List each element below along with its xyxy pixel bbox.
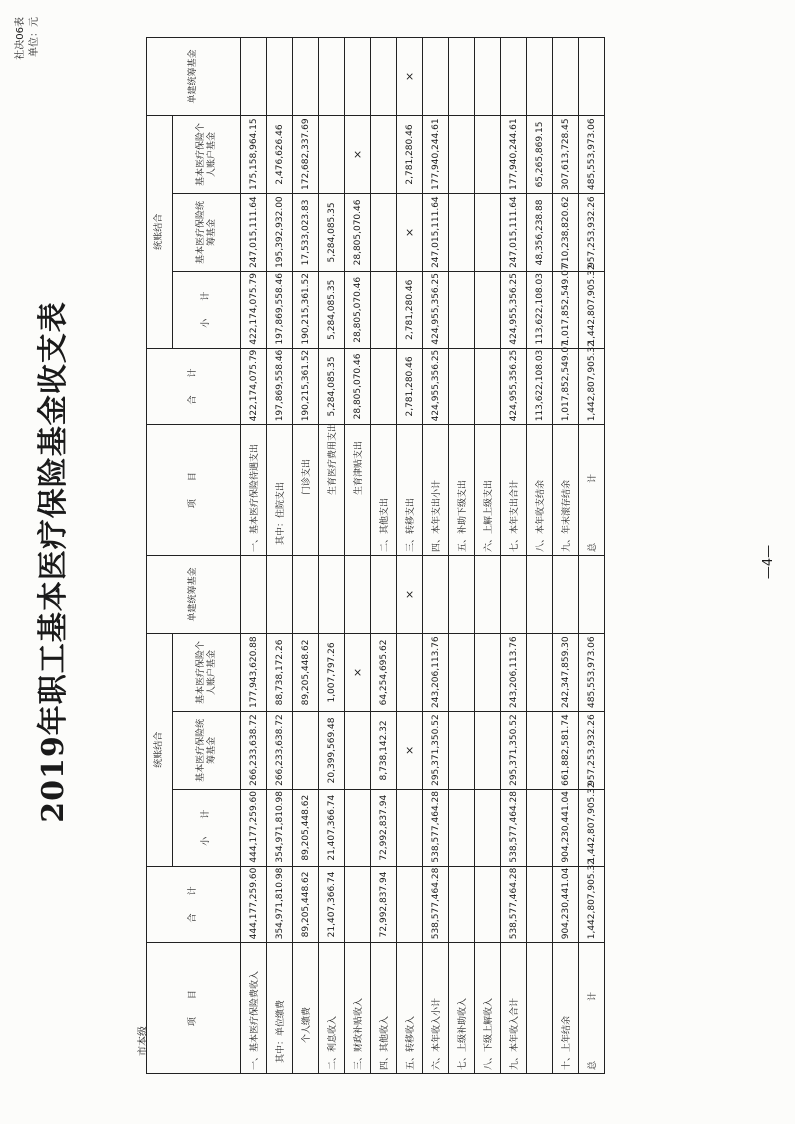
income-personal-cell [449, 633, 475, 711]
expense-single-cell [423, 38, 449, 116]
income-total-cell: 354,971,810.98 [267, 866, 293, 943]
expense-total-cell: 422,174,075.79 [241, 348, 267, 425]
expense-subtotal-cell: 424,955,356.25 [501, 271, 527, 348]
expense-personal-cell: 485,553,973.06 [579, 116, 605, 194]
income-total-cell: 89,205,448.62 [293, 866, 319, 943]
expense-pool-cell: 48,356,238.88 [527, 193, 553, 271]
table-row [293, 38, 319, 1074]
income-total-cell: 538,577,464.28 [501, 866, 527, 943]
expense-single-cell [267, 38, 293, 116]
income-total-cell: 538,577,464.28 [423, 866, 449, 943]
expense-integrated-header: 统账结合 [147, 116, 173, 349]
expense-total-cell: 197,869,558.46 [267, 348, 293, 425]
income-single-header: 单建统筹基金 [147, 556, 241, 634]
table-row [475, 38, 501, 1074]
table-row [397, 38, 423, 1074]
expense-item-label: 四、本年支出小计 [423, 425, 449, 556]
income-subtotal-cell: 904,230,441.04 [553, 789, 579, 866]
expense-pool-cell: 247,015,111.64 [501, 193, 527, 271]
income-personal-cell: 89,205,448.62 [293, 633, 319, 711]
expense-pool-cell: × [397, 193, 423, 271]
income-pool-cell: 295,371,350.52 [501, 711, 527, 789]
table-row [449, 38, 475, 1074]
expense-item-label: 生育津贴支出 [345, 425, 371, 556]
income-single-cell [241, 556, 267, 634]
expense-total-header: 合 计 [147, 348, 241, 425]
income-personal-cell: 243,206,113.76 [423, 633, 449, 711]
expense-single-cell [371, 38, 397, 116]
income-pool-cell [527, 711, 553, 789]
income-pool-cell [449, 711, 475, 789]
income-total-header: 合 计 [147, 866, 241, 943]
expense-total-cell: 424,955,356.25 [501, 348, 527, 425]
expense-subtotal-header: 小 计 [173, 271, 241, 348]
expense-subtotal-cell [475, 271, 501, 348]
expense-total-cell: 424,955,356.25 [423, 348, 449, 425]
expense-personal-cell: × [345, 116, 371, 194]
income-personal-header: 基本医疗保险个人账户基金 [173, 633, 241, 711]
expense-personal-header: 基本医疗保险个人账户基金 [173, 116, 241, 194]
income-item-label: 四、其他收入 [371, 943, 397, 1074]
expense-subtotal-cell: 28,805,070.46 [345, 271, 371, 348]
income-pool-cell: 20,399,569.48 [319, 711, 345, 789]
income-single-cell [449, 556, 475, 634]
expense-pool-cell: 28,805,070.46 [345, 193, 371, 271]
expense-single-cell [501, 38, 527, 116]
expense-subtotal-cell [371, 271, 397, 348]
income-personal-cell: 485,553,973.06 [579, 633, 605, 711]
expense-subtotal-cell: 1,017,852,549.07 [553, 271, 579, 348]
income-personal-cell: 243,206,113.76 [501, 633, 527, 711]
income-subtotal-cell: 1,442,807,905.32 [579, 789, 605, 866]
unit-label: 单位：元 [29, 17, 40, 57]
expense-total-cell: 2,781,280.46 [397, 348, 423, 425]
expense-subtotal-cell: 422,174,075.79 [241, 271, 267, 348]
income-item-label: 七、上级补助收入 [449, 943, 475, 1074]
income-item-label: 五、转移收入 [397, 943, 423, 1074]
table-row [579, 38, 605, 1074]
income-total-cell: 21,407,366.74 [319, 866, 345, 943]
table-row [371, 38, 397, 1074]
expense-total-cell: 5,284,085.35 [319, 348, 345, 425]
income-personal-cell: 88,738,172.26 [267, 633, 293, 711]
expense-item-label: 总 计 [579, 425, 605, 556]
income-pool-header: 基本医疗保险统筹基金 [173, 711, 241, 789]
expense-single-cell [241, 38, 267, 116]
expense-personal-cell: 177,940,244.61 [423, 116, 449, 194]
income-personal-cell: 242,347,859.30 [553, 633, 579, 711]
income-item-label: 九、本年收入合计 [501, 943, 527, 1074]
expense-item-label: 二、其他支出 [371, 425, 397, 556]
income-single-cell [553, 556, 579, 634]
expense-item-label: 其中：住院支出 [267, 425, 293, 556]
income-single-cell [579, 556, 605, 634]
admin-level: 市本级 [138, 1026, 149, 1056]
expense-subtotal-cell: 190,215,361.52 [293, 271, 319, 348]
expense-pool-cell [449, 193, 475, 271]
income-pool-cell [475, 711, 501, 789]
income-total-cell [527, 866, 553, 943]
expense-item-label: 七、本年支出合计 [501, 425, 527, 556]
income-total-cell: 72,992,837.94 [371, 866, 397, 943]
expense-item-label: 五、补助下级支出 [449, 425, 475, 556]
expense-subtotal-cell [449, 271, 475, 348]
page-number: —4— [761, 544, 776, 580]
income-single-cell [527, 556, 553, 634]
expense-subtotal-cell: 424,955,356.25 [423, 271, 449, 348]
income-subtotal-cell: 538,577,464.28 [501, 789, 527, 866]
income-item-header: 项 目 [147, 943, 241, 1074]
expense-pool-cell: 710,238,820.62 [553, 193, 579, 271]
expense-total-cell: 1,017,852,549.07 [553, 348, 579, 425]
income-item-label: 八、下级上解收入 [475, 943, 501, 1074]
expense-pool-cell [475, 193, 501, 271]
expense-subtotal-cell: 1,442,807,905.32 [579, 271, 605, 348]
income-item-label: 总 计 [579, 943, 605, 1074]
income-personal-cell [527, 633, 553, 711]
income-subtotal-cell [449, 789, 475, 866]
income-subtotal-cell [397, 789, 423, 866]
income-pool-cell: 8,738,142.32 [371, 711, 397, 789]
expense-total-cell: 190,215,361.52 [293, 348, 319, 425]
expense-single-cell [579, 38, 605, 116]
expense-item-label: 生育医疗费用支出 [319, 425, 345, 556]
income-item-label: 二、利息收入 [319, 943, 345, 1074]
expense-single-cell [527, 38, 553, 116]
expense-single-header: 单建统筹基金 [147, 38, 241, 116]
table-row [501, 38, 527, 1074]
income-total-cell [449, 866, 475, 943]
income-single-cell [345, 556, 371, 634]
expense-personal-cell: 65,265,869.15 [527, 116, 553, 194]
expense-total-cell [449, 348, 475, 425]
income-single-cell [293, 556, 319, 634]
expense-single-cell [345, 38, 371, 116]
income-single-cell: × [397, 556, 423, 634]
expense-pool-cell: 957,253,932.26 [579, 193, 605, 271]
income-item-label: 十、上年结余 [553, 943, 579, 1074]
expense-item-label: 三、转移支出 [397, 425, 423, 556]
income-pool-cell: × [397, 711, 423, 789]
income-pool-cell: 295,371,350.52 [423, 711, 449, 789]
expense-subtotal-cell: 5,284,085.35 [319, 271, 345, 348]
form-info [14, 17, 42, 60]
expense-personal-cell: 307,613,728.45 [553, 116, 579, 194]
income-single-cell [371, 556, 397, 634]
income-subtotal-cell: 354,971,810.98 [267, 789, 293, 866]
income-subtotal-cell: 89,205,448.62 [293, 789, 319, 866]
table-row [423, 38, 449, 1074]
income-subtotal-cell: 538,577,464.28 [423, 789, 449, 866]
income-pool-cell: 266,233,638.72 [267, 711, 293, 789]
expense-personal-cell: 2,476,626.46 [267, 116, 293, 194]
expense-personal-cell [449, 116, 475, 194]
expense-item-label: 八、本年收支结余 [527, 425, 553, 556]
expense-pool-cell: 17,533,023.83 [293, 193, 319, 271]
income-item-label [527, 943, 553, 1074]
income-item-label: 三、财政补贴收入 [345, 943, 371, 1074]
income-personal-cell: 1,007,797.26 [319, 633, 345, 711]
expense-personal-cell: 2,781,280.46 [397, 116, 423, 194]
income-single-cell [319, 556, 345, 634]
income-personal-cell [475, 633, 501, 711]
table-body [241, 38, 605, 1074]
table-row [345, 38, 371, 1074]
income-subtotal-header: 小 计 [173, 789, 241, 866]
income-personal-cell: 64,254,695.62 [371, 633, 397, 711]
income-subtotal-cell: 21,407,366.74 [319, 789, 345, 866]
income-item-label: 一、基本医疗保险费收入 [241, 943, 267, 1074]
expense-subtotal-cell: 2,781,280.46 [397, 271, 423, 348]
fund-table [146, 37, 605, 1074]
income-total-cell: 1,442,807,905.32 [579, 866, 605, 943]
expense-pool-header: 基本医疗保险统筹基金 [173, 193, 241, 271]
income-total-cell: 904,230,441.04 [553, 866, 579, 943]
expense-total-cell: 113,622,108.03 [527, 348, 553, 425]
income-subtotal-cell [475, 789, 501, 866]
expense-personal-cell: 172,682,337.69 [293, 116, 319, 194]
income-item-label: 其中：单位缴费 [267, 943, 293, 1074]
income-pool-cell: 957,253,932.26 [579, 711, 605, 789]
expense-single-cell: × [397, 38, 423, 116]
expense-subtotal-cell: 113,622,108.03 [527, 271, 553, 348]
expense-item-label: 门诊支出 [293, 425, 319, 556]
income-subtotal-cell [345, 789, 371, 866]
expense-single-cell [293, 38, 319, 116]
form-number: 社决06表 [15, 17, 26, 60]
income-personal-cell: 177,943,620.88 [241, 633, 267, 711]
income-total-cell: 444,177,259.60 [241, 866, 267, 943]
expense-total-cell: 28,805,070.46 [345, 348, 371, 425]
expense-pool-cell: 195,392,932.00 [267, 193, 293, 271]
expense-total-cell [475, 348, 501, 425]
expense-personal-cell: 175,158,964.15 [241, 116, 267, 194]
table-header [147, 38, 241, 1074]
expense-pool-cell [371, 193, 397, 271]
expense-item-label: 一、基本医疗保险待遇支出 [241, 425, 267, 556]
income-subtotal-cell: 72,992,837.94 [371, 789, 397, 866]
income-total-cell [345, 866, 371, 943]
income-item-label: 六、本年收入小计 [423, 943, 449, 1074]
expense-subtotal-cell: 197,869,558.46 [267, 271, 293, 348]
income-personal-cell: × [345, 633, 371, 711]
expense-item-label: 六、上解上级支出 [475, 425, 501, 556]
table-row [267, 38, 293, 1074]
expense-single-cell [475, 38, 501, 116]
income-personal-cell [397, 633, 423, 711]
expense-single-cell [319, 38, 345, 116]
income-subtotal-cell [527, 789, 553, 866]
expense-pool-cell: 247,015,111.64 [423, 193, 449, 271]
income-integrated-header: 统账结合 [147, 633, 173, 866]
expense-personal-cell [371, 116, 397, 194]
page-title: 2019年职工基本医疗保险基金收支表 [36, 301, 71, 823]
income-single-cell [423, 556, 449, 634]
expense-total-cell [371, 348, 397, 425]
table-row [553, 38, 579, 1074]
expense-item-header: 项 目 [147, 425, 241, 556]
expense-personal-cell [319, 116, 345, 194]
income-pool-cell: 661,882,581.74 [553, 711, 579, 789]
expense-single-cell [449, 38, 475, 116]
expense-pool-cell: 5,284,085.35 [319, 193, 345, 271]
expense-pool-cell: 247,015,111.64 [241, 193, 267, 271]
table-row [241, 38, 267, 1074]
income-pool-cell [345, 711, 371, 789]
expense-item-label: 九、年末滚存结余 [553, 425, 579, 556]
table-row [319, 38, 345, 1074]
income-pool-cell [293, 711, 319, 789]
income-single-cell [267, 556, 293, 634]
income-total-cell [397, 866, 423, 943]
income-single-cell [475, 556, 501, 634]
income-subtotal-cell: 444,177,259.60 [241, 789, 267, 866]
table-row [527, 38, 553, 1074]
income-single-cell [501, 556, 527, 634]
expense-personal-cell: 177,940,244.61 [501, 116, 527, 194]
income-item-label: 个人缴费 [293, 943, 319, 1074]
expense-personal-cell [475, 116, 501, 194]
income-pool-cell: 266,233,638.72 [241, 711, 267, 789]
expense-single-cell [553, 38, 579, 116]
expense-total-cell: 1,442,807,905.32 [579, 348, 605, 425]
income-total-cell [475, 866, 501, 943]
